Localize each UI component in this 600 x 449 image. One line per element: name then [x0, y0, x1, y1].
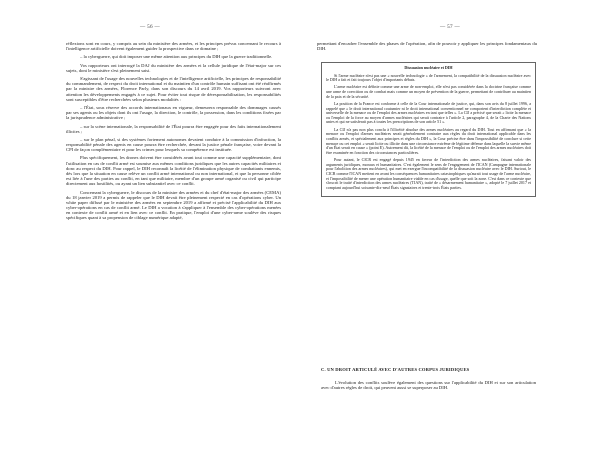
paragraph: – sur le plan pénal, si des systèmes fortement autonomes devaient conduire à la commission d'infraction, la responsabilité pénale des agents en cause pourra être recherchée, devant la justice pénale française, voire devant la CPI de façon complémentaire et pour les crimes pour lesquels sa compétence est instituée.	[66, 136, 281, 153]
paragraph: Concernant la cyberguerre, le discours de la ministre des armées et du chef d'état-major des armées (CEMA) du 18 janvier 2019 a permis de rappeler que le DIH devait être pleinement respecté en cas d'opérations cyber. Un white paper diffusé par le ministère des armées en septembre 2019 a affirmé et précisé l'applicabilité du DIH aux cyber-opérations en cas de conflit armé. Le DIH a vocation à s'appliquer à l'ensemble des cyber-opérations menées en contexte de conflit armé et en lien avec ce conflit. En pratique, l'emploi d'une cyber-arme soulève des risques spécifiques quant à sa propension de ciblage numérique adapté,	[66, 189, 281, 221]
right-page	[300, 0, 600, 449]
left-text-column	[66, 41, 281, 224]
paragraph: réflexions sont en cours, y compris au sein du ministère des armées, et les principes prévus concernant le recours à l'intelligence artificielle doivent également guider la prospective dans ce domaine ;	[66, 41, 281, 52]
paragraph: – l'État, sous réserve des accords internationaux en vigueur, demeurera responsable des dommages causés par ses agents ou les objets dont ils ont l'usage, la direction, le contrôle, la possession, dans les conditions fixées par la jurisprudence administrative ;	[66, 104, 281, 121]
right-top-text	[317, 41, 537, 54]
section-heading: C. UN DROIT ARTICULÉ AVEC D'AUTRES CORPUS JURIDIQUES	[321, 367, 470, 372]
page-number: — 57 —	[440, 24, 460, 30]
paragraph: – sur la scène internationale, la responsabilité de l'État pourra être engagée pour des faits internationalement illicites ;	[66, 123, 281, 134]
page-number: — 56 —	[140, 24, 160, 30]
box-title: Dissuasion nucléaire et DIH	[404, 65, 453, 70]
box-paragraph: La CIJ n'a pas non plus conclu à l'illicéité absolue des armes nucléaires au regard du DIH. Tout en affirmant que « la menace ou l'emploi d'armes nucléaires serait généralement contraire aux règles du droit international applicable dans les conflits armés, et spécialement aux principes et règles du DIH », la Cour précise être dans l'impossibilité de conclure si cette menace ou cet emploi « serait licite ou illicite dans une circonstance extrême de légitime défense dans laquelle la survie même d'un État serait en cause » (point E). Autrement dit, la licéité de la menace de l'emploi ou de l'emploi des armes nucléaires doit être examinée en fonction des circonstances particulières.	[326, 126, 531, 155]
paragraph: L'évolution des conflits soulève également des questions sur l'applicabilité du DIH et sur son articulation avec d'autres règles de droit, qui peuvent aussi se superposer au DIH.	[321, 380, 536, 391]
paragraph: Vos rapporteurs ont interrogé la DAJ du ministère des armées et la cellule juridique de l'état-major sur ces sujets, dont le ministère s'est pleinement saisi.	[66, 62, 281, 73]
box-paragraph: Pour autant, le CICR est engagé depuis 1945 en faveur de l'interdiction des armes nucléaires, faisant valoir des arguments juridiques, moraux et humanitaires. C'est également le sens de l'engagement de l'ICAN (Campagne internationale pour l'abolition des armes nucléaires), qui met en exergue l'incompatibilité de la dissuasion nucléaire avec le DIH. Surtout, le CICR comme l'ICAN mettent en avant les conséquences humanitaires catastrophiques qu'aurait tout usage de l'arme nucléaire, et l'impossibilité de mener une opération humanitaire viable en cas d'usage, quelle que soit la zone. C'est dans ce contexte que s'inscrit le traité d'interdiction des armes nucléaires (TIAN), traité de « désarmement humanitaire », adopté le 7 juillet 2017 et comptant aujourd'hui soixante-dix-neuf États signataires et trente-trois États parties.	[326, 157, 531, 190]
box-paragraph: Si l'arme nucléaire n'est pas une « nouvelle technologie » de l'armement, la compatibilité de la dissuasion nucléaire avec le DIH a fait et fait toujours l'objet d'importants débats.	[326, 72, 531, 83]
paragraph: S'agissant de l'usage des nouvelles technologies et de l'intelligence artificielle, les principes de responsabilité du commandement, de respect du droit international et du maintien d'un contrôle humain suffisant ont été réaffirmés par la ministre des armées, Florence Parly, dans son discours du 14 avril 2019. Vos rapporteurs suivront avec attention les développements engagés à ce sujet. Pour éviter tout risque de déresponsabilisation, les responsabilités sont susceptibles d'être recherchées selon plusieurs modalités :	[66, 76, 281, 102]
paragraph: Plus spécifiquement, les drones doivent être considérés avant tout comme une capacité supplémentaire, dont l'utilisation en cas de conflit armé est soumise aux mêmes conditions juridiques que les autres capacités militaires et donc au respect du DIH. Pour rappel, le DIH reconnaît la licéité de l'élimination physique de combattants ennemis, dès lors que la situation en cause relève un conflit armé international ou non international, et que la personne ciblée est liée à l'une des parties au conflit, en tant que militaire, membre d'un groupe armé organisé ou civil qui participe directement aux hostilités, ou ayant un lien substantiel avec ce conflit.	[66, 155, 281, 187]
right-bottom-text	[321, 380, 536, 393]
paragraph: permettant d'encadrer l'ensemble des phases de l'opération, afin de pouvoir y appliquer les principes fondamentaux du DIH.	[317, 41, 537, 52]
paragraph: – la cyberguerre, qui doit imposer une même attention aux principes du DIH que la guerre traditionnelle.	[80, 54, 273, 60]
box-paragraph: La position de la France est conforme à celle de la Cour internationale de justice, qui, dans son avis du 8 juillet 1996, a rappelé que « le droit international coutumier ni le droit international conventionnel ne comportent d'interdiction complète et universelle de la menace ou de l'emploi des armes nucléaires en tant que telles ». La CIJ a précisé que serait « licite la menace ou l'emploi de la force au moyen d'armes nucléaires qui serait contraire à l'article 2, paragraphe 4, de la Charte des Nations unies et qui ne satisferait pas à toutes les prescriptions de son article 51 ».	[326, 100, 531, 125]
box-paragraph: L'arme nucléaire est définie comme une arme de non-emploi, elle n'est pas considérée dans la doctrine française comme une arme de coercition ou de combat mais comme un moyen de prévention de la guerre, permettant de contribuer au maintien de la paix et de la sécurité.	[326, 84, 531, 99]
sidebar-box-nuclear-deterrence	[321, 62, 536, 197]
